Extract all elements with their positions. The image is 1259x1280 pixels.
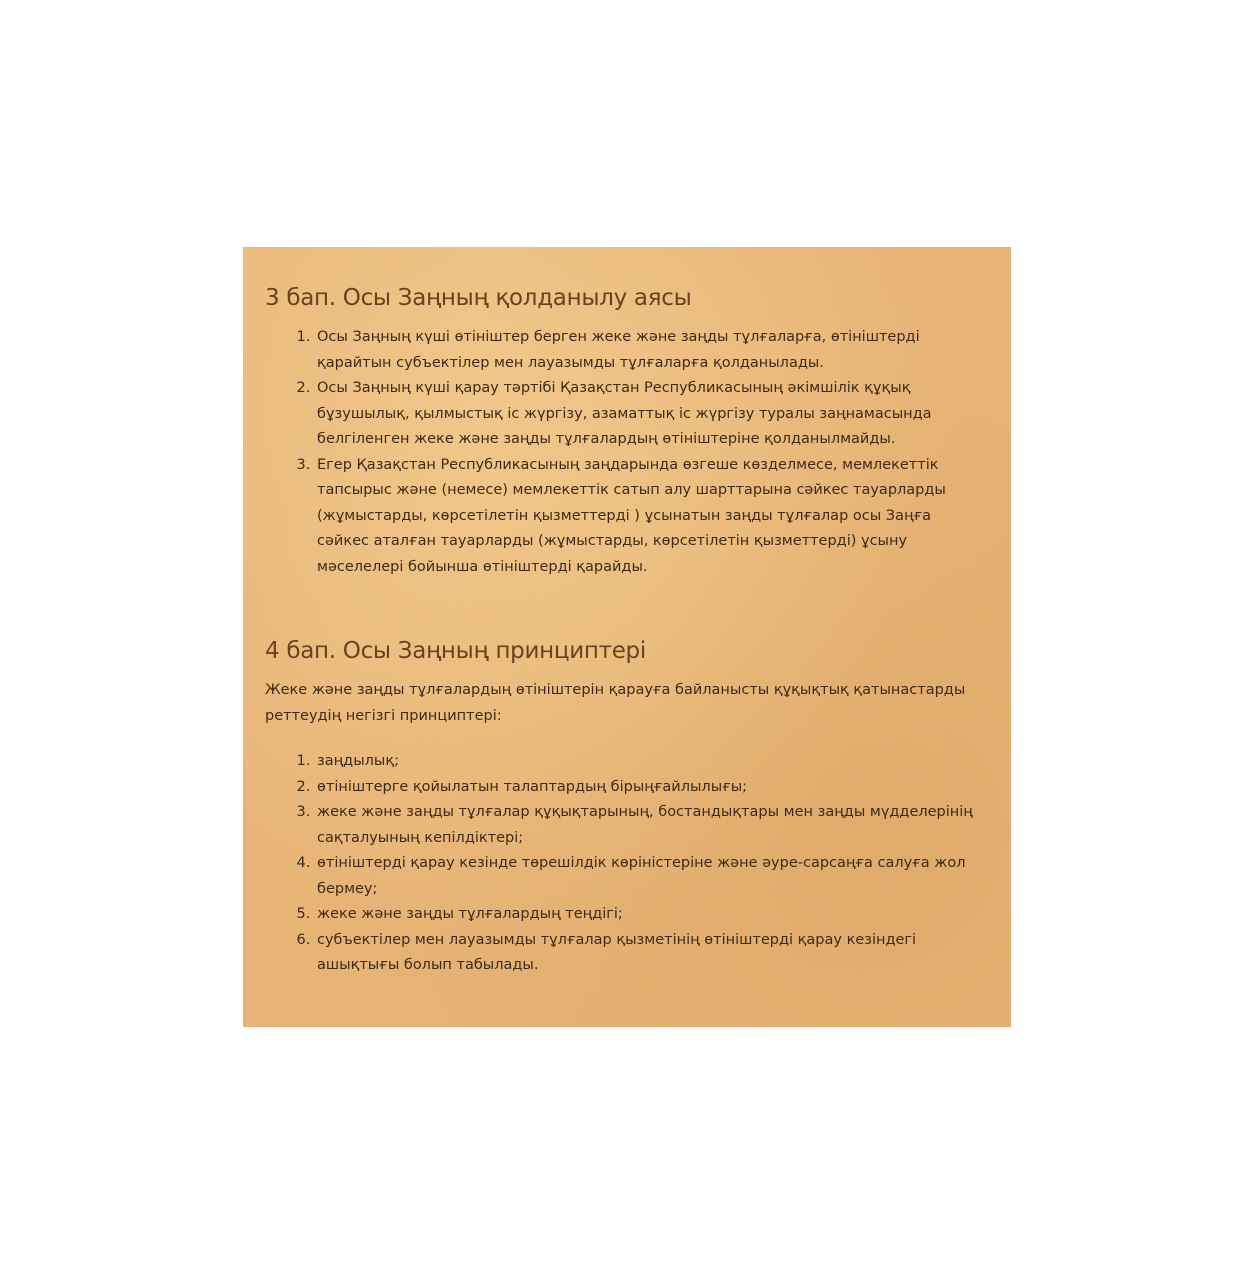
article-3-heading: 3 бап. Осы Заңның қолданылу аясы	[265, 285, 692, 311]
article-4-intro: Жеке және заңды тұлғалардың өтініштерін қарауға байланысты құқықтық қатынастарды реттеудің негізгі принциптері:	[265, 682, 966, 724]
article-4-heading: 4 бап. Осы Заңның принциптері	[265, 638, 646, 664]
list-item: 5. жеке және заңды тұлғалардың теңдігі;	[315, 902, 977, 928]
list-item: 1. заңдылық;	[315, 749, 977, 775]
list-item: 4. өтініштерді қарау кезінде төрешілдік көріністеріне және әуре-сарсаңға салуға жол бермеу;	[315, 851, 977, 902]
list-item: 3. жеке және заңды тұлғалар құқықтарының, бостандықтары мен заңды мүдделерінің сақталуының кепілдіктері;	[315, 800, 977, 851]
list-item: 1. Осы Заңның күші өтініштер берген жеке және заңды тұлғаларға, өтініштерді қарайтын субъектілер мен лауазымды тұлғаларға қолданылады.	[315, 325, 977, 376]
article-4-list	[265, 749, 977, 979]
list-item: 6. субъектілер мен лауазымды тұлғалар қызметінің өтініштерді қарау кезіндегі ашықтығы болып табылады.	[315, 928, 977, 979]
list-item: 2. Осы Заңның күші қарау тәртібі Қазақстан Республикасының әкімшілік құқық бұзушылық, қылмыстық іс жүргізу, азаматтық іс жүргізу туралы заңнамасында белгіленген жеке және заңды тұлғалардың өтініштеріне қолданылмайды.	[315, 376, 977, 453]
list-item: 3. Егер Қазақстан Республикасының заңдарында өзгеше көзделмесе, мемлекеттік тапсырыс және (немесе) мемлекеттік сатып алу шарттарына сәйкес тауарларды (жұмыстарды, көрсетілетін қызметтерді ) ұсынатын заңды тұлғалар осы Заңға сәйкес аталған тауарларды (жұмыстарды, көрсетілетін қызметтерді) ұсыну мәселелері бойынша өтініштерді қарайды.	[315, 453, 977, 581]
document-panel	[243, 247, 1011, 1027]
article-3-list	[265, 325, 977, 580]
list-item: 2. өтініштерге қойылатын талаптардың бірыңғайлылығы;	[315, 775, 977, 801]
